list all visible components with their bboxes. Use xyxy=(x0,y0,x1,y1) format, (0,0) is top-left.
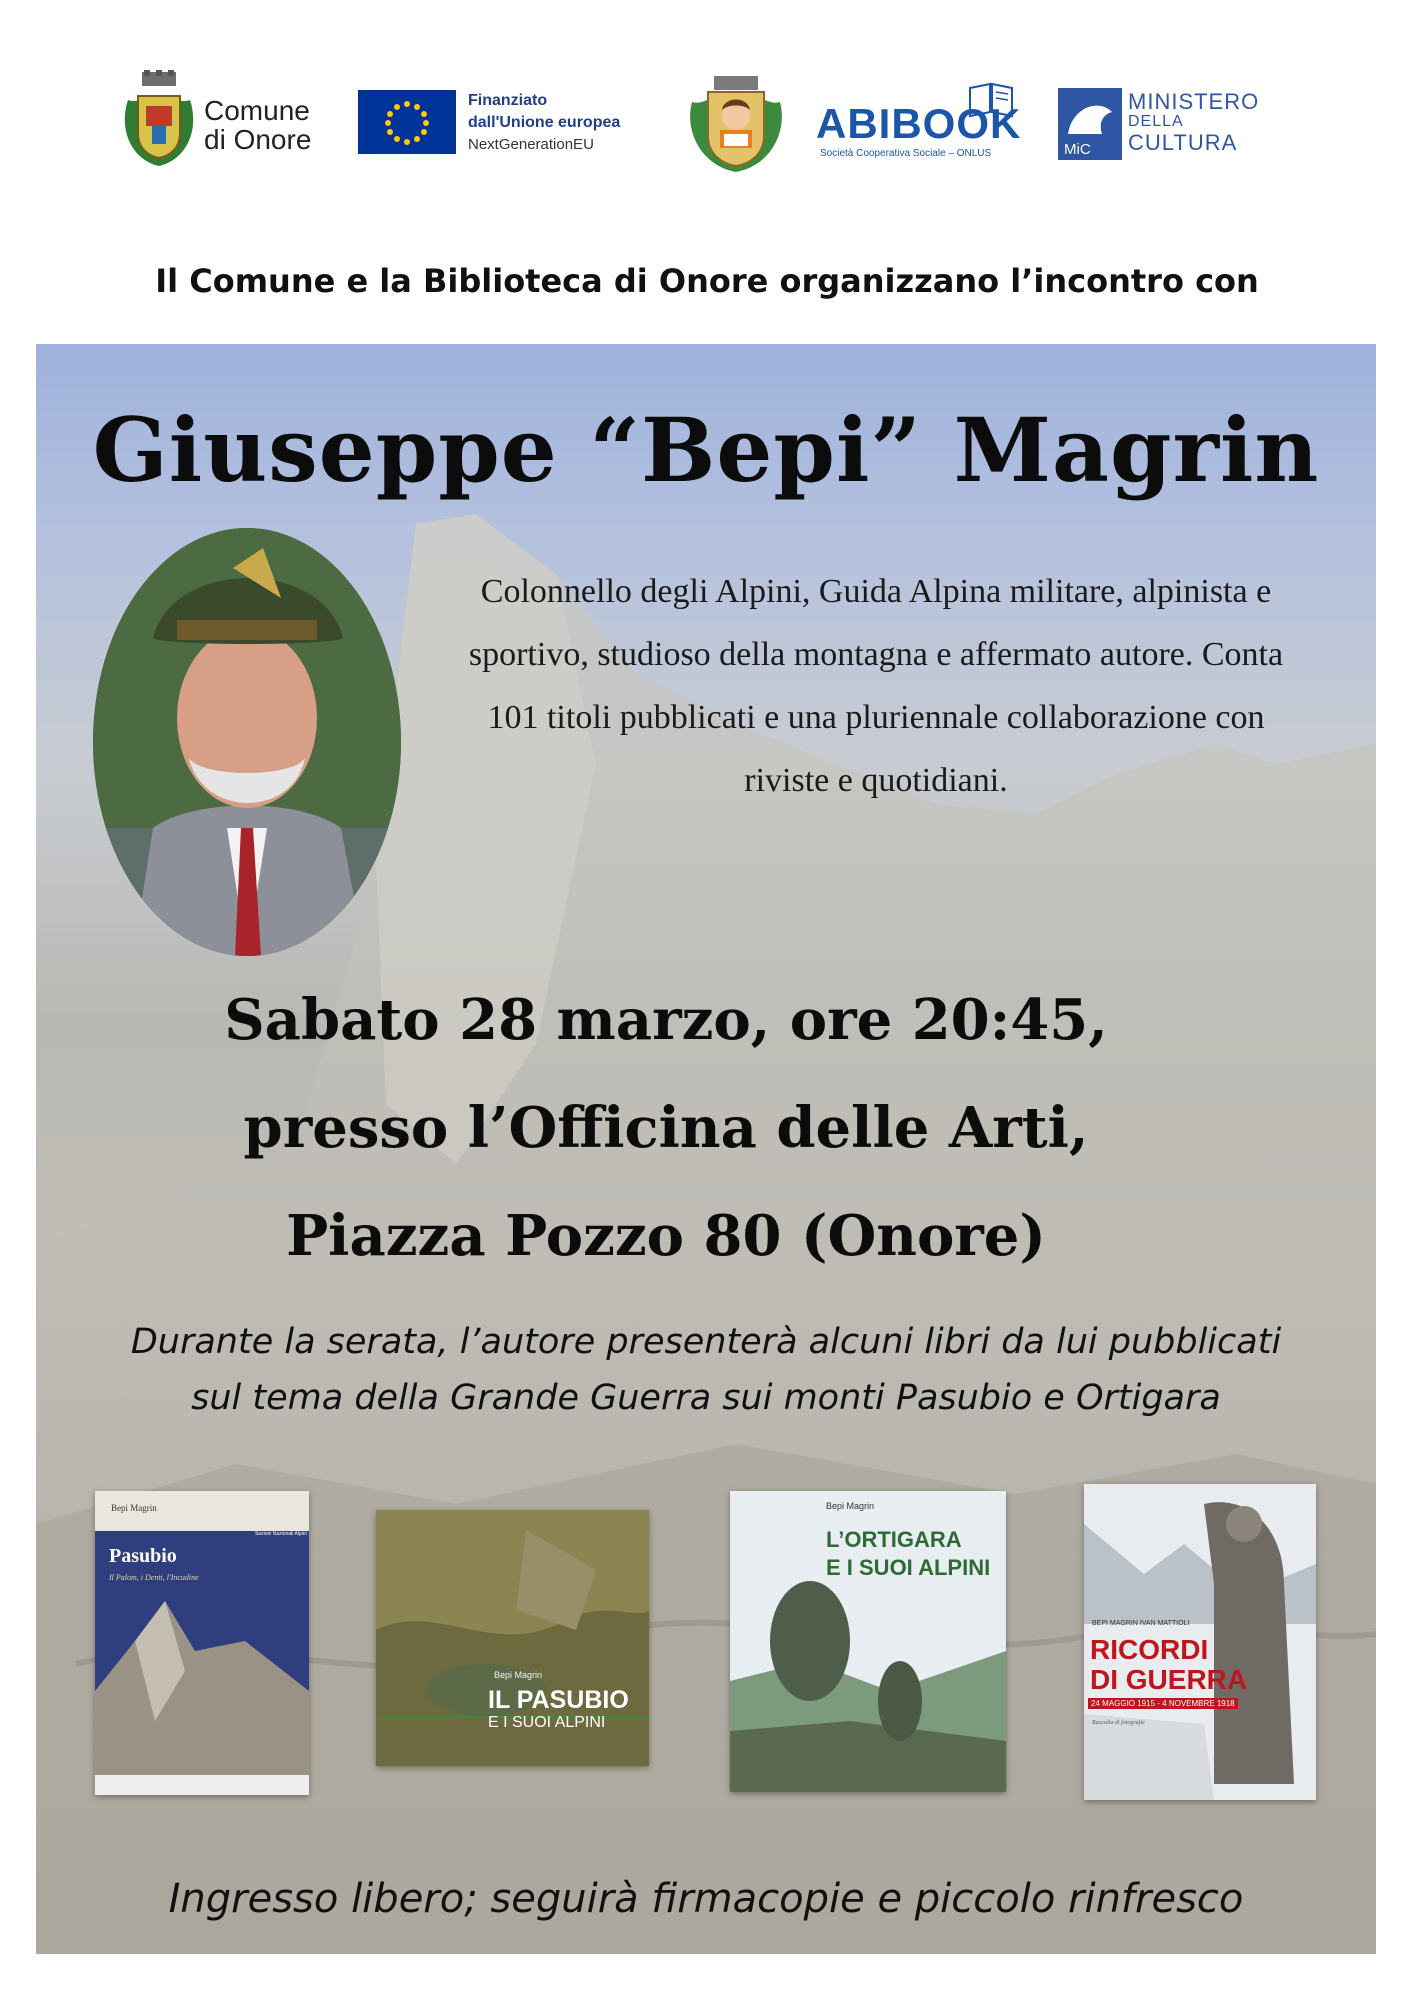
book-cover-il-pasubio xyxy=(376,1510,649,1766)
book4-title-line2: DI GUERRA xyxy=(1090,1664,1248,1695)
eu-label-line3: NextGenerationEU xyxy=(468,136,594,153)
ministero-label-line3: CULTURA xyxy=(1128,130,1238,155)
poster-panel xyxy=(36,344,1376,1954)
eu-flag-icon xyxy=(358,90,456,154)
book3-author: Bepi Magrin xyxy=(826,1501,875,1511)
book-cover-ortigara xyxy=(730,1491,1006,1792)
logo-bar xyxy=(0,60,1414,180)
book2-title-line2: E I SUOI ALPINI xyxy=(488,1714,606,1731)
book4-authors: BEPI MAGRIN IVAN MATTIOLI xyxy=(1092,1620,1190,1627)
ministero-label-line2: DELLA xyxy=(1128,113,1184,130)
ministero-label-line1: MINISTERO xyxy=(1128,89,1260,114)
eu-funding-logo xyxy=(358,90,658,153)
speaker-bio: Colonnello degli Alpini, Guida Alpina militare, alpinista e sportivo, studioso della montagna e affermato autore. Conta 101 titoli pubblicati e una pluriennale collaborazione con riviste e quotidiani. xyxy=(468,573,1284,799)
eu-label-line2: dall'Unione europea xyxy=(468,114,621,131)
book-covers xyxy=(36,344,1376,1954)
book3-title-line2: E I SUOI ALPINI xyxy=(826,1555,991,1580)
description-line1: Durante la serata, l’autore presenterà alcuni libri da lui pubblicati xyxy=(130,1322,1282,1362)
comune-label-line2: di Onore xyxy=(204,124,312,155)
book1-badge: Sezioni Nazionali Alpini xyxy=(255,1531,307,1537)
book3-title-line1: L’ORTIGARA xyxy=(826,1527,962,1552)
event-venue: presso l’Officina delle Arti, xyxy=(243,1095,1089,1161)
event-date-time: Sabato 28 marzo, ore 20:45, xyxy=(224,987,1108,1053)
abibook-subtitle: Società Cooperativa Sociale – ONLUS xyxy=(820,148,992,159)
speaker-name: Giuseppe “Bepi” Magrin xyxy=(92,398,1320,502)
event-address: Piazza Pozzo 80 (Onore) xyxy=(286,1203,1046,1269)
footer-note: Ingresso libero; seguirà firmacopie e piccolo rinfresco xyxy=(168,1876,1244,1922)
book1-subtitle: Il Palom, i Denti, l'Incudine xyxy=(109,1573,199,1582)
book4-title-line1: RICORDI xyxy=(1090,1634,1209,1665)
comune-di-onore-logo xyxy=(122,70,342,170)
comune-crest-icon xyxy=(122,70,196,170)
book-cover-pasubio xyxy=(95,1491,309,1795)
book2-title-line1: IL PASUBIO xyxy=(488,1686,629,1714)
book2-author: Bepi Magrin xyxy=(494,1670,543,1680)
ministero-cultura-logo xyxy=(1058,88,1278,160)
book1-author: Bepi Magrin xyxy=(111,1503,157,1513)
abibook-wordmark: ABIBOOK xyxy=(816,100,1022,147)
book4-dates: 24 MAGGIO 1915 - 4 NOVEMBRE 1918 xyxy=(1088,1698,1238,1709)
biblioteca-onore-logo xyxy=(684,62,788,174)
mic-label: MiC xyxy=(1064,141,1091,158)
abibook-logo xyxy=(816,84,1036,164)
book-cover-ricordi-di-guerra xyxy=(1084,1484,1316,1800)
open-book-icon xyxy=(966,78,1016,118)
book4-caption: Raccolta di fotografie xyxy=(1092,1720,1145,1726)
eu-label-line1: Finanziato xyxy=(468,92,548,109)
description-line2: sul tema della Grande Guerra sui monti Pasubio e Ortigara xyxy=(191,1378,1221,1418)
book1-title: Pasubio xyxy=(109,1545,177,1567)
biblioteca-crest-icon xyxy=(684,62,788,174)
intro-text: Il Comune e la Biblioteca di Onore organizzano l’incontro con xyxy=(155,262,1259,300)
comune-label-line1: Comune xyxy=(204,95,310,126)
ministero-emblem-icon xyxy=(1058,88,1122,160)
